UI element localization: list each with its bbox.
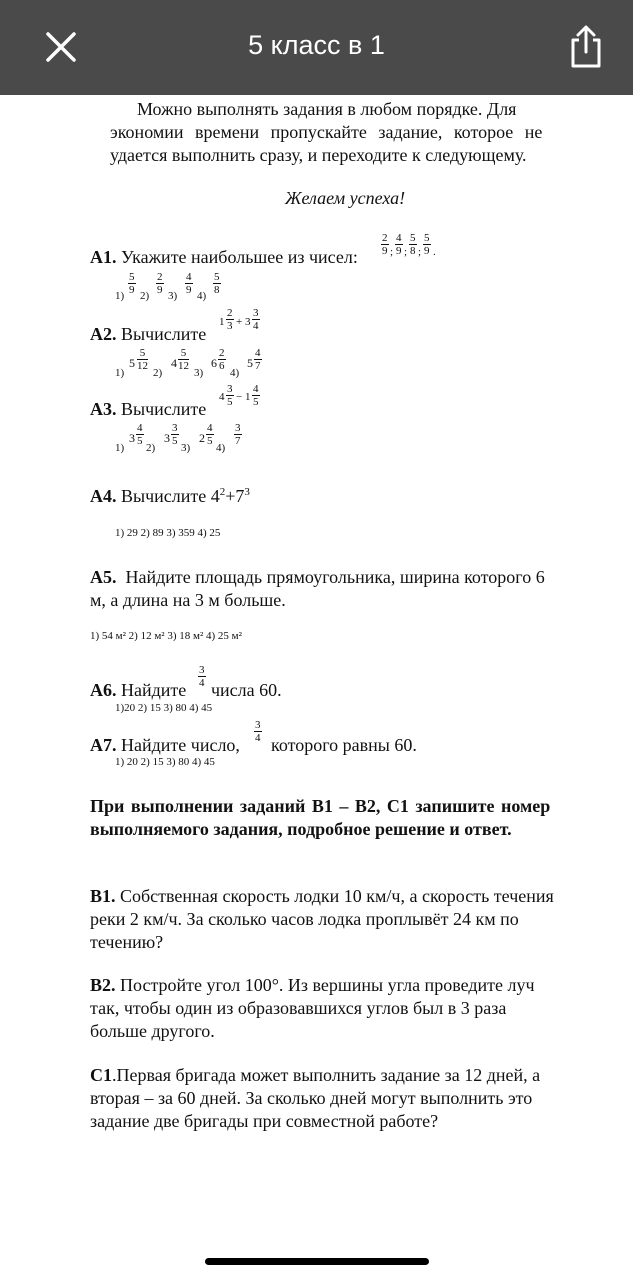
a1-question bbox=[90, 246, 358, 268]
denominator: 9 bbox=[129, 284, 135, 296]
a2-answer-1-whole: 5 bbox=[129, 356, 135, 370]
a2-answer-4-fraction bbox=[254, 347, 262, 372]
a7-fraction bbox=[254, 719, 262, 744]
denominator: 5 bbox=[207, 435, 213, 447]
denominator: 5 bbox=[253, 396, 259, 408]
a3-answer-2-whole: 3 bbox=[164, 431, 170, 445]
a4-text: Вычислите 4 bbox=[121, 486, 220, 506]
a7-text-1: Найдите число, bbox=[121, 735, 240, 755]
a3-answer-1-prefix: 1) bbox=[115, 442, 125, 454]
separator: ; bbox=[390, 246, 394, 258]
numerator: 4 bbox=[253, 383, 259, 395]
numerator: 3 bbox=[227, 383, 233, 395]
a2-answer-2-whole: 4 bbox=[171, 356, 177, 370]
numerator: 5 bbox=[129, 271, 135, 283]
denominator: 8 bbox=[214, 284, 220, 296]
a2-answer-3-fraction bbox=[218, 347, 226, 372]
numerator: 5 bbox=[410, 232, 416, 244]
a2-whole-2: 3 bbox=[245, 316, 251, 328]
c1-line-1 bbox=[90, 1064, 540, 1086]
a2-text: Вычислите bbox=[121, 324, 207, 344]
numerator: 2 bbox=[382, 232, 388, 244]
b2-text-1: Постройте угол 100°. Из вершины угла проведите луч bbox=[120, 975, 535, 995]
numerator: 5 bbox=[424, 232, 430, 244]
numerator: 3 bbox=[255, 719, 261, 731]
a5-question-line-2: м, а длина на 3 м больше. bbox=[90, 590, 286, 610]
top-bar bbox=[0, 0, 633, 95]
a1-label: А1. bbox=[90, 247, 117, 267]
numerator: 5 bbox=[214, 271, 220, 283]
a2-answer-4-prefix: 4) bbox=[230, 367, 240, 379]
a6-answers: 1)20 2) 15 3) 80 4) 45 bbox=[115, 702, 213, 714]
numerator: 4 bbox=[207, 422, 213, 434]
a3-fraction-1 bbox=[226, 383, 234, 408]
denominator: 8 bbox=[410, 245, 416, 257]
a1-fraction-3 bbox=[409, 232, 417, 257]
denominator: 4 bbox=[253, 320, 259, 332]
numerator: 3 bbox=[199, 664, 205, 676]
a3-answer-2-fraction bbox=[171, 422, 179, 447]
a3-answer-2-prefix: 2) bbox=[146, 442, 156, 454]
a2-operator: + bbox=[236, 316, 243, 328]
a2-label: А2. bbox=[90, 324, 117, 344]
a3-answer-3-fraction bbox=[206, 422, 214, 447]
a6-text-2: числа 60. bbox=[211, 680, 282, 700]
denominator: 3 bbox=[227, 320, 233, 332]
a2-question bbox=[90, 323, 206, 345]
intro-line-2: экономии времени пропускайте задание, которое не bbox=[110, 122, 543, 142]
numerator: 4 bbox=[255, 347, 261, 359]
a3-operator: − bbox=[236, 391, 243, 403]
a2-answer-2-fraction bbox=[178, 347, 189, 372]
a2-whole-1: 1 bbox=[219, 316, 225, 328]
a2-answer-1-prefix: 1) bbox=[115, 367, 125, 379]
a7-text-2: которого равны 60. bbox=[271, 735, 417, 755]
a7-question bbox=[90, 734, 240, 756]
b2-line-2: так, чтобы один из образовавшихся углов был в 3 раза bbox=[90, 998, 507, 1018]
a1-fraction-4 bbox=[423, 232, 431, 257]
a3-fraction-2 bbox=[252, 383, 260, 408]
a3-answer-3-prefix: 3) bbox=[181, 442, 191, 454]
a1-fraction-1 bbox=[381, 232, 389, 257]
b2-label: В2. bbox=[90, 975, 116, 995]
denominator: 5 bbox=[172, 435, 178, 447]
document-title: 5 класс в 1 bbox=[248, 30, 385, 60]
a6-text-1: Найдите bbox=[121, 680, 187, 700]
instructions-line-2: выполняемого задания, подробное решение и ответ. bbox=[90, 819, 512, 839]
intro-line-1: Можно выполнять задания в любом порядке. Для bbox=[137, 99, 517, 119]
a7-answers: 1) 20 2) 15 3) 80 4) 45 bbox=[115, 756, 215, 768]
a1-answer-2-fraction bbox=[156, 271, 164, 296]
a2-answer-2-prefix: 2) bbox=[153, 367, 163, 379]
separator: . bbox=[433, 246, 436, 258]
a1-answer-3-fraction bbox=[185, 271, 193, 296]
a5-question-line-1 bbox=[90, 566, 545, 588]
numerator: 3 bbox=[235, 422, 241, 434]
a3-answer-4-fraction bbox=[234, 422, 242, 447]
numerator: 5 bbox=[137, 347, 148, 360]
numerator: 5 bbox=[178, 347, 189, 360]
c1-text-1: .Первая бригада может выполнить задание за 12 дней, а bbox=[112, 1065, 541, 1085]
numerator: 2 bbox=[219, 347, 225, 359]
numerator: 3 bbox=[172, 422, 178, 434]
numerator: 3 bbox=[253, 307, 259, 319]
a3-whole-1: 4 bbox=[219, 391, 225, 403]
c1-line-3: задание две бригады при совместной работе? bbox=[90, 1111, 439, 1131]
a4-answers: 1) 29 2) 89 3) 359 4) 25 bbox=[115, 527, 221, 539]
a1-answer-4-fraction bbox=[213, 271, 221, 296]
a2-fraction-2 bbox=[252, 307, 260, 332]
denominator: 9 bbox=[424, 245, 430, 257]
separator: ; bbox=[418, 246, 422, 258]
a3-whole-2: 1 bbox=[245, 391, 251, 403]
c1-line-2: вторая – за 60 дней. За сколько дней могут выполнить это bbox=[90, 1088, 533, 1108]
a4-exponent-2: 3 bbox=[244, 486, 250, 498]
home-indicator[interactable] bbox=[205, 1258, 429, 1265]
b1-line-3: течению? bbox=[90, 932, 164, 952]
denominator: 9 bbox=[396, 245, 402, 257]
denominator: 9 bbox=[157, 284, 163, 296]
a3-answer-1-whole: 3 bbox=[129, 431, 135, 445]
denominator: 5 bbox=[137, 435, 143, 447]
numerator: 2 bbox=[227, 307, 233, 319]
numerator: 2 bbox=[157, 271, 163, 283]
denominator: 7 bbox=[255, 360, 261, 372]
denominator: 5 bbox=[227, 396, 233, 408]
a4-plus: +7 bbox=[225, 486, 245, 506]
a2-answer-1-fraction bbox=[137, 347, 148, 372]
a2-answer-3-prefix: 3) bbox=[194, 367, 204, 379]
denominator: 12 bbox=[178, 360, 189, 372]
document-page bbox=[0, 95, 633, 1280]
a4-question bbox=[90, 481, 250, 507]
denominator: 4 bbox=[199, 677, 205, 689]
denominator: 9 bbox=[186, 284, 192, 296]
b1-line-2: реки 2 км/ч. За сколько часов лодка проплывёт 24 км по bbox=[90, 909, 519, 929]
numerator: 4 bbox=[396, 232, 402, 244]
a5-label: А5. bbox=[90, 567, 117, 587]
wish-text: Желаем успеха! bbox=[285, 188, 406, 208]
a1-answer-2-prefix: 2) bbox=[140, 290, 150, 302]
a1-text: Укажите наибольшее из чисел: bbox=[121, 247, 358, 267]
separator: ; bbox=[404, 246, 408, 258]
b2-line-3: больше другого. bbox=[90, 1021, 215, 1041]
a1-answer-4-prefix: 4) bbox=[197, 290, 207, 302]
instructions-line-1: При выполнении заданий В1 – В2, С1 запишите номер bbox=[90, 796, 551, 816]
a2-answer-3-whole: 6 bbox=[211, 356, 217, 370]
b1-text-1: Собственная скорость лодки 10 км/ч, а скорость течения bbox=[120, 886, 554, 906]
denominator: 7 bbox=[235, 435, 241, 447]
a5-answers: 1) 54 м² 2) 12 м² 3) 18 м² 4) 25 м² bbox=[90, 630, 242, 642]
a6-fraction bbox=[198, 664, 206, 689]
a6-label: А6. bbox=[90, 680, 117, 700]
a2-fraction-1 bbox=[226, 307, 234, 332]
denominator: 4 bbox=[255, 732, 261, 744]
b1-line-1 bbox=[90, 885, 554, 907]
denominator: 12 bbox=[137, 360, 148, 372]
a3-answer-4-prefix: 4) bbox=[216, 442, 226, 454]
intro-line-3: удается выполнить сразу, и переходите к следующему. bbox=[110, 145, 527, 165]
denominator: 9 bbox=[382, 245, 388, 257]
a3-text: Вычислите bbox=[121, 399, 207, 419]
c1-label: С1 bbox=[90, 1065, 112, 1085]
numerator: 4 bbox=[186, 271, 192, 283]
denominator: 6 bbox=[219, 360, 225, 372]
a1-fraction-2 bbox=[395, 232, 403, 257]
a3-answer-3-whole: 2 bbox=[199, 431, 205, 445]
a1-answer-1-fraction bbox=[128, 271, 136, 296]
numerator: 4 bbox=[137, 422, 143, 434]
a4-exponent-1: 2 bbox=[219, 486, 226, 498]
a3-question bbox=[90, 398, 206, 420]
b2-line-1 bbox=[90, 974, 535, 996]
b1-label: В1. bbox=[90, 886, 116, 906]
a2-answer-4-whole: 5 bbox=[247, 356, 253, 370]
a3-label: А3. bbox=[90, 399, 117, 419]
a1-answer-3-prefix: 3) bbox=[168, 290, 178, 302]
a4-label: А4. bbox=[90, 486, 117, 506]
a3-answer-1-fraction bbox=[136, 422, 144, 447]
a6-question bbox=[90, 679, 186, 701]
a7-label: А7. bbox=[90, 735, 117, 755]
a1-answer-1-prefix: 1) bbox=[115, 290, 125, 302]
share-icon[interactable] bbox=[566, 24, 606, 70]
a5-text-1: Найдите площадь прямоугольника, ширина которого 6 bbox=[125, 567, 545, 587]
